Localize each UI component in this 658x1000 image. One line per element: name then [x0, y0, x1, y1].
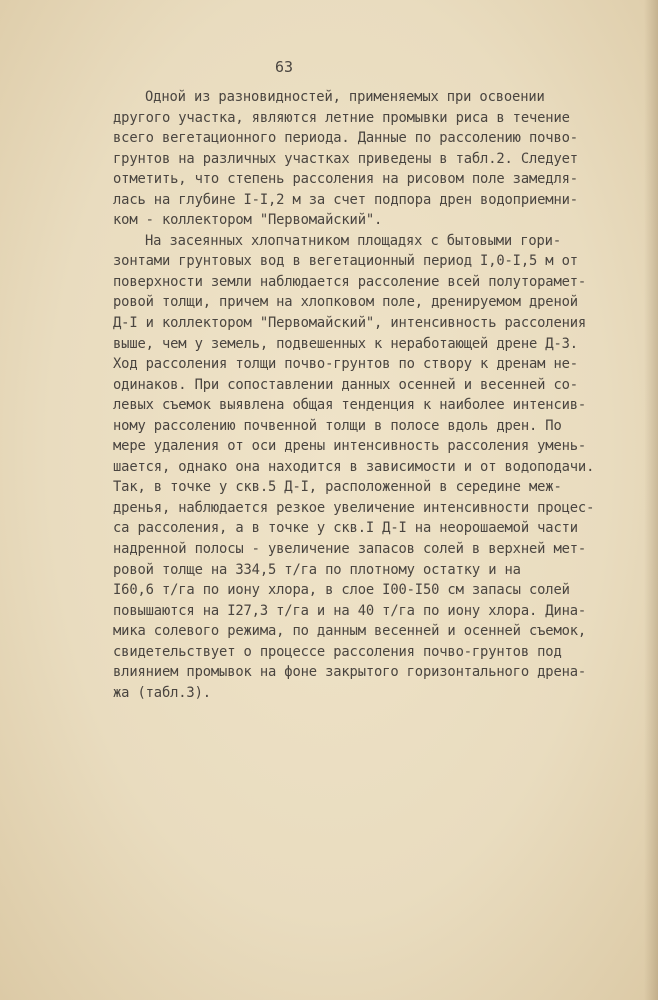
text-line: зонтами грунтовых вод в вегетационный период I,0-I,5 м от: [113, 253, 578, 270]
text-line: влиянием промывок на фоне закрытого горизонтального дрена-: [113, 664, 587, 681]
text-line: поверхности земли наблюдается рассоление всей полуторамет-: [113, 273, 587, 290]
text-line: Ход рассоления толщи почво-грунтов по створу к дренам не-: [113, 356, 578, 373]
text-line: дренья, наблюдается резкое увеличение интенсивности процес-: [113, 499, 595, 516]
text-line: мере удаления от оси дрены интенсивность рассоления умень-: [113, 438, 587, 455]
paragraph: [113, 231, 594, 704]
text-line: отметить, что степень рассоления на рисовом поле замедля-: [113, 171, 578, 188]
text-line: На засеянных хлопчатником площадях с бытовыми гори-: [145, 232, 561, 249]
text-line: I60,6 т/га по иону хлора, в слое I00-I50 см запасы солей: [113, 582, 570, 599]
text-line: Одной из разновидностей, применяемых при освоении: [145, 89, 545, 105]
text-line: мика солевого режима, по данным весенней и осенней съемок,: [113, 623, 587, 640]
text-line: надренной полосы - увеличение запасов солей в верхней мет-: [113, 541, 587, 558]
text-line: Так, в точке у скв.5 Д-I, расположенной в середине меж-: [113, 479, 562, 496]
text-line: са рассоления, а в точке у скв.I Д-I на неорошаемой части: [113, 520, 578, 537]
text-line: выше, чем у земель, подвешенных к неработающей дрене Д-3.: [113, 335, 578, 352]
page-edge-shadow: [644, 0, 658, 1000]
text-line: другого участка, являются летние промывки риса в течение: [113, 109, 570, 126]
text-line: одинаков. При сопоставлении данных осенней и весенней со-: [113, 376, 578, 393]
text-line: ному рассолению почвенной толщи в полосе вдоль дрен. По: [113, 417, 562, 434]
text-line: ровой толще на 334,5 т/га по плотному остатку и на: [113, 561, 521, 578]
text-line: шается, однако она находится в зависимости и от водоподачи.: [113, 458, 595, 475]
page-number: 63: [275, 58, 294, 76]
document-body: [113, 87, 594, 703]
text-line: лась на глубине I-I,2 м за счет подпора дрен водоприемни-: [113, 191, 578, 208]
text-line: жа (табл.3).: [113, 684, 211, 701]
text-line: повышаются на I27,3 т/га и на 40 т/га по иону хлора. Дина-: [113, 602, 587, 619]
text-line: ком - коллектором "Первомайский".: [113, 212, 383, 229]
text-line: ровой толщи, причем на хлопковом поле, дренируемом дреной: [113, 294, 578, 311]
text-line: свидетельствует о процессе рассоления почво-грунтов под: [113, 643, 562, 660]
text-line: левых съемок выявлена общая тенденция к наиболее интенсив-: [113, 397, 587, 414]
text-line: всего вегетационного периода. Данные по рассолению почво-: [113, 130, 578, 147]
text-line: грунтов на различных участках приведены в табл.2. Следует: [113, 150, 578, 167]
text-line: Д-I и коллектором "Первомайский", интенсивность рассоления: [113, 315, 587, 332]
paragraph: [113, 87, 594, 231]
